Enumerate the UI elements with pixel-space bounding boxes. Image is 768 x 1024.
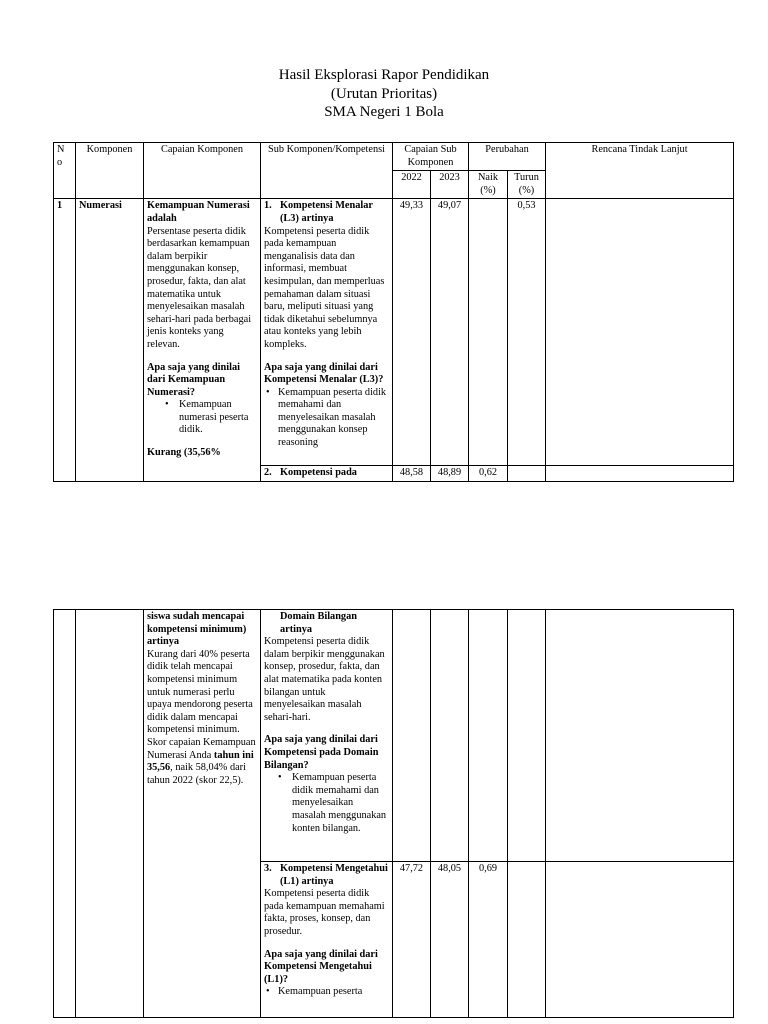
capaian-kurang-label: Kurang (35,56% <box>147 447 221 459</box>
header-capaian-sub: Capaian Sub Komponen <box>393 143 469 171</box>
komponen-cell-continued <box>76 610 144 1018</box>
value-2023: 48,05 <box>431 862 469 1018</box>
school-name: SMA Negeri 1 Bola <box>324 104 444 120</box>
rencana-tindak-lanjut-cell <box>546 862 734 1018</box>
sub-komponen-description: Kompetensi peserta didik pada kemampuan menganalisis data dan informasi, membuat kesimpulan, dan memperluas pemahaman dalam situasi baru, meliputi situasi yang tidak diketahui sebelumnya atau konteks yang lebih kompleks. <box>264 225 385 350</box>
sub-komponen-heading: 2. Kompetensi pada <box>264 467 389 480</box>
sub-komponen-bullet-list <box>264 772 389 835</box>
value-turun <box>508 466 546 482</box>
sub-komponen-title: Kompetensi Menalar (L3) artinya <box>280 200 373 224</box>
value-turun-empty <box>508 610 546 862</box>
header-komponen: Komponen <box>76 143 144 199</box>
header-perubahan: Perubahan <box>469 143 546 171</box>
sub-komponen-cell-2-continued <box>261 610 393 862</box>
value-2022: 48,58 <box>393 466 431 482</box>
rencana-tindak-lanjut-cell <box>546 199 734 466</box>
value-2023-empty <box>431 610 469 862</box>
header-sub-komponen: Sub Komponen/Kompetensi <box>261 143 393 199</box>
rapor-table-page-1 <box>53 142 734 482</box>
header-year-2023: 2023 <box>431 171 469 199</box>
sub-komponen-bullet-list <box>264 387 389 450</box>
capaian-bullet-list <box>147 399 257 437</box>
value-2022-empty <box>393 610 431 862</box>
header-rencana-tindak-lanjut: Rencana Tindak Lanjut <box>546 143 734 199</box>
header-capaian-komponen: Capaian Komponen <box>144 143 261 199</box>
header-turun: Turun (%) <box>508 171 546 199</box>
capaian-continued-title: siswa sudah mencapai kompetensi minimum) artinya <box>147 611 247 648</box>
capaian-skor: Skor capaian Kemampuan Numerasi Anda tahun ini 35,56, naik 58,04% dari tahun 2022 (skor 22,5). <box>147 736 256 786</box>
document-title: Hasil Eksplorasi Rapor Pendidikan <box>278 67 490 83</box>
sub-komponen-heading: 3. Kompetensi Mengetahui (L1) artinya <box>264 863 388 887</box>
sub-komponen-question: Apa saja yang dinilai dari Kompetensi pada Domain Bilangan? <box>264 734 379 771</box>
value-2023: 49,07 <box>431 199 469 466</box>
sub-komponen-bullet-list <box>264 986 389 999</box>
sub-komponen-title-continued: Domain Bilangan artinya <box>280 611 357 635</box>
row-number: 1 <box>54 199 76 482</box>
document-title-block <box>0 66 768 122</box>
sub-komponen-question: Apa saja yang dinilai dari Kompetensi Mengetahui (L1)? <box>264 948 378 985</box>
rencana-tindak-lanjut-cell <box>546 610 734 862</box>
value-2022: 47,72 <box>393 862 431 1018</box>
value-naik: 0,62 <box>469 466 508 482</box>
value-2023: 48,89 <box>431 466 469 482</box>
value-naik-empty <box>469 610 508 862</box>
rapor-table-page-2 <box>53 609 734 1018</box>
value-turun <box>508 862 546 1018</box>
row-number-continued <box>54 610 76 1018</box>
list-item: • Kemampuan numerasi peserta didik. <box>179 399 257 437</box>
sub-komponen-title: Kompetensi Mengetahui (L1) artinya <box>280 863 388 887</box>
capaian-komponen-cell <box>144 199 261 482</box>
capaian-description: Persentase peserta didik berdasarkan kemampuan dalam berpikir menggunakan konsep, prosedur, fakta, dan alat matematika untuk menyelesaikan masalah sehari-hari pada berbagai jenis konteks yang relevan. <box>147 225 252 350</box>
header-naik: Naik (%) <box>469 171 508 199</box>
value-turun: 0,53 <box>508 199 546 466</box>
value-naik: 0,69 <box>469 862 508 1018</box>
value-2022: 49,33 <box>393 199 431 466</box>
capaian-title: Kemampuan Numerasi adalah <box>147 200 250 224</box>
list-item: • Kemampuan peserta <box>278 986 389 999</box>
komponen-cell: Numerasi <box>76 199 144 482</box>
sub-komponen-cell-1 <box>261 199 393 466</box>
list-item: • Kemampuan peserta didik memahami dan menyelesaikan masalah menggunakan konsep reasoning <box>278 387 389 450</box>
capaian-komponen-cell-continued <box>144 610 261 1018</box>
header-year-2022: 2022 <box>393 171 431 199</box>
sub-komponen-description: Kompetensi peserta didik pada kemampuan memahami fakta, proses, konsep, dan prosedur. <box>264 888 385 937</box>
value-naik <box>469 199 508 466</box>
list-item: • Kemampuan peserta didik memahami dan menyelesaikan masalah menggunakan konten bilangan. <box>292 772 389 835</box>
sub-komponen-title: Kompetensi pada <box>280 467 357 479</box>
rencana-tindak-lanjut-cell <box>546 466 734 482</box>
document-subtitle: (Urutan Prioritas) <box>330 85 438 102</box>
capaian-continued-description: Kurang dari 40% peserta didik telah mencapai kompetensi minimum untuk numerasi perlu upaya mendorong peserta didik dalam mencapai kompetensi minimum. <box>147 648 253 736</box>
sub-komponen-question: Apa saja yang dinilai dari Kompetensi Menalar (L3)? <box>264 361 384 386</box>
sub-komponen-heading: 1. Kompetensi Menalar (L3) artinya <box>264 200 389 225</box>
sub-komponen-cell-3 <box>261 862 393 1018</box>
header-no: N o <box>54 143 76 199</box>
sub-komponen-cell-2 <box>261 466 393 482</box>
sub-komponen-description: Kompetensi peserta didik dalam berpikir menggunakan konsep, prosedur, fakta, dan alat matematika pada konten bilangan untuk menyelesaikan masalah sehari-hari. <box>264 636 385 723</box>
capaian-question: Apa saja yang dinilai dari Kemampuan Numerasi? <box>147 361 240 398</box>
